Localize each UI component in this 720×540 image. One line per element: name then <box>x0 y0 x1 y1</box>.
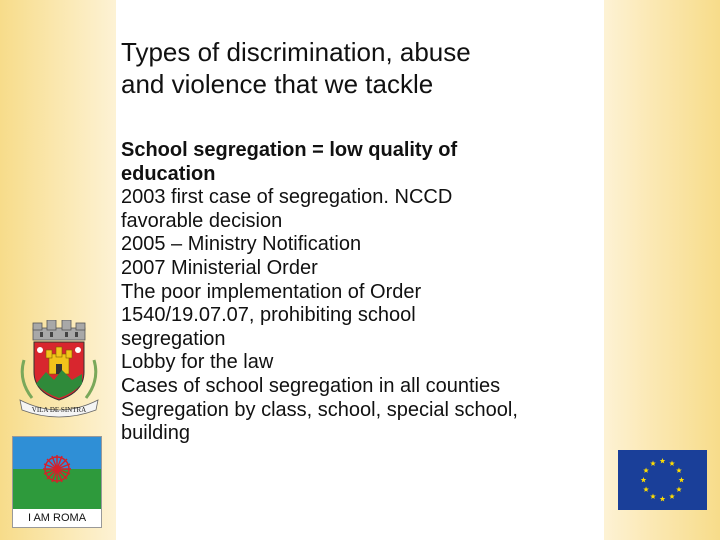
body-line: Lobby for the law <box>121 351 274 374</box>
body-line: 2007 Ministerial Order <box>121 256 318 279</box>
body-line: Cases of school segregation in all counties <box>121 374 501 397</box>
slide-title <box>121 36 591 100</box>
body-line: segregation <box>121 327 226 350</box>
body-line: 1540/19.07.07, prohibiting school <box>121 304 416 327</box>
body-line: education <box>121 162 216 185</box>
sintra-coat-of-arms-icon <box>16 320 102 420</box>
slide-body <box>121 139 601 446</box>
body-line: The poor implementation of Order <box>121 280 422 303</box>
body-line: favorable decision <box>121 209 283 232</box>
body-line: building <box>121 422 190 445</box>
body-line: 2003 first case of segregation. NCCD <box>121 186 453 209</box>
title-line: and violence that we tackle <box>121 69 434 99</box>
body-line: School segregation = low quality of <box>121 139 458 161</box>
roma-flag-icon <box>12 436 102 528</box>
title-line: Types of discrimination, abuse <box>121 37 471 67</box>
eu-flag-icon <box>618 450 707 510</box>
body-line: Segregation by class, school, special school, <box>121 398 518 421</box>
roma-caption: I AM ROMA <box>27 512 87 524</box>
body-line: 2005 – Ministry Notification <box>121 233 362 256</box>
crest-motto: VILA DE SINTRA <box>31 406 87 414</box>
